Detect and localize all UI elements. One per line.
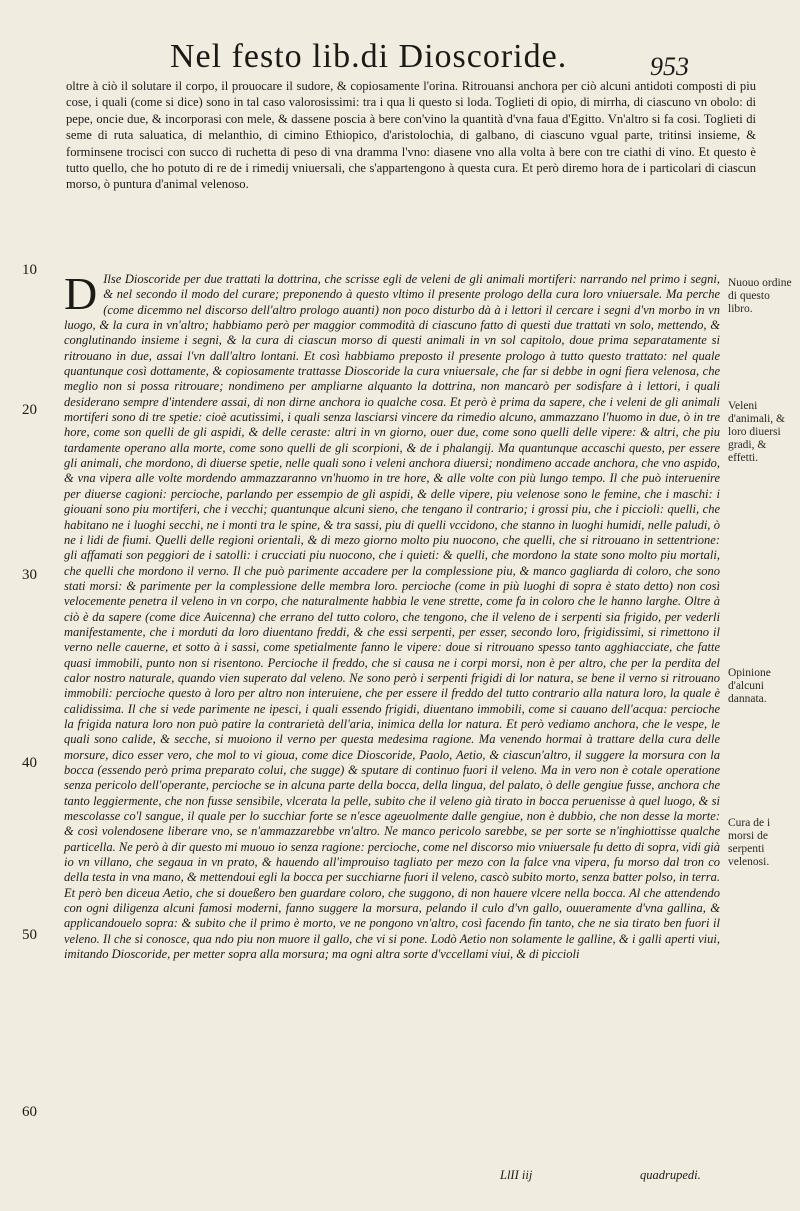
signature-mark: LlII iij bbox=[500, 1168, 533, 1182]
margin-gloss: Veleni d'animali, & loro diuersi gradi, & effetti. bbox=[728, 400, 786, 464]
line-number-30: 30 bbox=[22, 567, 37, 583]
line-number-40: 40 bbox=[22, 755, 37, 771]
line-number-20: 20 bbox=[22, 402, 37, 418]
margin-gloss: Cura de i morsi de serpenti velenosi. bbox=[728, 817, 771, 868]
margin-gloss: Opinione d'alcuni dannata. bbox=[728, 667, 771, 705]
margin-gloss: Nuouo ordine di questo libro. bbox=[728, 277, 792, 315]
intro-paragraph: oltre à ciò il solutare il corpo, il prouocare il sudore, & copiosamente l'orina. Ritrouansi anchora per ciò alcuni antidoti composti di piu cose, i quali (come si dice) sono in tal caso valorosissimi: tra i qua li questo si loda. Toglieti di opio, di mirrha, di ciascuno vn obolo: di pepe, oncie due, & incorporasi con mele, & dassene poscia à bere con'vino la quantità d'vna faua d'Egitto. Vn'altro si fa cosi. Toglieti di seme di ruta saluatica, di melanthio, di cimino Ethiopico, d'aristolochia, di galbano, di ciascuno vgual parte, tritinsi insieme, & forminsene trocisci con succo di ruchetta di peso di vna dramma l'vno: diasene vno alla volta à bere con tre ciathi di vino. Et questo è tutto quello, che ho potuto di re de i rimedij vniuersali, che s'appartengono à questa cura. Et però diremo hora de i particolari di ciascun morso, ò puntura d'animal velenoso. bbox=[66, 79, 756, 192]
commentary-text: Ilse Dioscoride per due trattati la dottrina, che scrisse egli de veleni de gli animali mortiferi: narrando nel primo i segni, & nel secondo il modo del curare; preponendo à questo vltimo il presente prologo della cura loro vniuersale. Ma perche (come dicemmo nel discorso dell'altro prologo auanti) non poco disturbo dà à i lettori il cercare i segni d'vn morbo in vn luogo, & la cura in vn'altro; habbiamo però per maggior commodità di ciascuno fatto di questi due trattati vn solo, mettendo, & conglutinando insieme i segni, & la cura di ciascun morso di questi animali in vn sol capitolo, doue prima separatamente si ritrouano in due, assai l'vn dall'altro lontani. Et così habbiamo prepostο il presente prologo à tutto questo trattato: nel quale quantunque così dottamente, & copiosamente trattasse Dioscoride la cura vniuersale, che far si debbe in ogni fiera velenosa, che meglio non si possa ritrouare; nondimeno per ampliarne alquanto la dottrina, non mancarò per sodisfare à i lettori, i quali desiderano sempre d'intendere assai, di non dirne anchora io qualche cosa. Et però è prima da sapere, che i veleni de gli animali mortiferi sono di tre spetie: cioè acutissimi, i quali senza lasciarsi vincere da rimedio alcuno, ammazzano l'huomo in due, ò in tre hore, come son quelli de gli aspidi, & delle ceraste: altri in vn giorno, ouer due, come sono quelli delle vipere: & altri, che piu tardamente operano alla morte, come sono quelli de gli scorpioni, & de i phalangij. Ma quantunque accaschi questo, per essere gli animali, che mordono, di diuerse spetie, nelle quali sono i veleni anchora diuersi; nondimeno accade anchora, che vno aspido, & vna vipera alle volte mordendo ammazzaranno vn'huomo in tre hore, & alle volte con più lungo tempo. Il che può interuenire per diuerse cagioni: percioche, parlando per essempio de gli aspidi, & delle vipere, piu velenose sono le femine, che i maschi: i giouani sono piu mortiferi, che i vecchi; quantunque alcuni sieno, che tengano il contrario; i grossi piu, che i piccioli: quelli, che habitano ne i luoghi secchi, ne i monti tra le spine, & tra sassi, piu di quelli vccidono, che stanno in luoghi humidi, nelle paludi, ò ne i lidi de fiumi. Quelli delle regioni orientali, & di mezo giorno molto piu nuocono, che quelli, che si ritrouano in settentrione: gli affamati son peggiori de i satolli: i crucciati piu nuocono, che i quieti: & quelli, che mordono la state sono molto piu mortali, che quelli che mordono il verno. Il che può parimente accadere per la complessione piu, & manco gagliarda di coloro, che sono stati morsi: & parimente per la complessione delle membra loro. percioche (come in più luoghi di sopra è stato detto) non così velocemente penetra il veleno in vn corpo, che naturalmente habbia le vene strette, come fa in coloro che le hanno larghe. Oltre à ciò è da sapere (come dice Auicenna) che errano del tutto coloro, che tengono, che il veleno de i serpenti sia frigido, per vederli manifestamente, che i morduti da loro diuentano freddi, & che essi serpenti, per esser, secondo loro, frigidissimi, si rimettono il verno nelle cauerne, et sotto à i sassi, come spetialmente fanno le vipere: doue si ritrouano spesso tanto agghiacciate, che fatte quasi immobili, punto non si risentono. Percioche il freddo, che si causa ne i corpi morsi, non è per altro, che per la perdita del calor nostro naturale, quando vien superato dal veleno. Ne sono però i serpenti frigidi di lor natura, se bene il verno si ritrouano immobili: percioche questo à loro per altro non interuiene, che per essere il freddo del tutto contrario alla natura loro, la quale è calidissima. Il che si vede parimente ne ipesci, i quali essendo frigidi, diuentano immobili, come si cauano dell'acqua: percioche la frigida natura loro non può patire la contrarietà dell'aria, inimica della lor natura. Et però vediamo anchora, che le vespe, le quali sono calide, & secche, si muoiono il verno per questa medesima ragione. Ma venendo hormai à trattare della cura delle morsure, dico esser vero, che mol to vi gioua, come dice Dioscoride, Paolo, Aetio, & ciascun'altro, il suggere la morsura con la bocca (essendo però prima preparato colui, che sugge) & sputare di continuo fuori il veleno. Ma in vero non è cotale operatione senza pericolo dell'operante, percioche se in alcuna parte della bocca, della lingua, del palato, ò delle gengiue fusse, anchora che tanto leggiermente, che non fusse sensibile, vlcerata la pelle, subito che il veleno già tirato in bocca peruenisse à quel luogo, & si mescolasse co'l sangue, il quale per lo succhiar forte se n'esce ageuolmente dalle gengiue, non è dubbio, che non desse la morte: & così volendosene liberare vno, se n'ammazzarebbe vn'altro. Ne manco pericolo sarebbe, se per sorte se n'inghiottisse qualche particella. Ne però à dir questo mi muouo io senza ragione: percioche, come nel discorso mio vniuersale fu detto di sopra, vidi già io vn villano, che segaua in vn prato, & hauendo all'improuiso tagliato per mezo con la falce vna vipera, fu morso dal tron co della testa in vna mano, & mettendoui egli la bocca per succhiarne fuori il veleno, cascò subito morto, senza batter polso, in terra. Et però ben diceua Aetio, che si doueßero ben guardare coloro, che suggono, di non hauere vlcere nella bocca. Al che attendendo con ogni diligenza alcuni famosi moderni, fanno suggere la morsura, pelando il culo d'vn gallo, ouueramente d'vna gallina, & applicandouelo sopra: & subito che il primo è morto, ve ne pongono vn'altro, così facendo fin tanto, che ne sia tirato ben fuori il veleno. Il che si conosce, qua ndo piu non muore il gallo, che vi si pone. Lodò Aetio non solamente le galline, & i galli aperti viui, imitando Dioscoride, per metter sopra alla morsura; ma ogni altra sorte d'vccellami viui, & di piccioli bbox=[64, 272, 720, 962]
line-number-50: 50 bbox=[22, 927, 37, 943]
catchword: quadrupedi. bbox=[640, 1168, 701, 1182]
running-title: Nel festo lib.di Dioscoride. bbox=[170, 38, 568, 75]
line-number-10: 10 bbox=[22, 262, 37, 278]
drop-cap: D bbox=[64, 268, 98, 319]
commentary-body bbox=[64, 268, 720, 962]
line-number-60: 60 bbox=[22, 1104, 37, 1120]
page-number: 953 bbox=[650, 52, 689, 81]
